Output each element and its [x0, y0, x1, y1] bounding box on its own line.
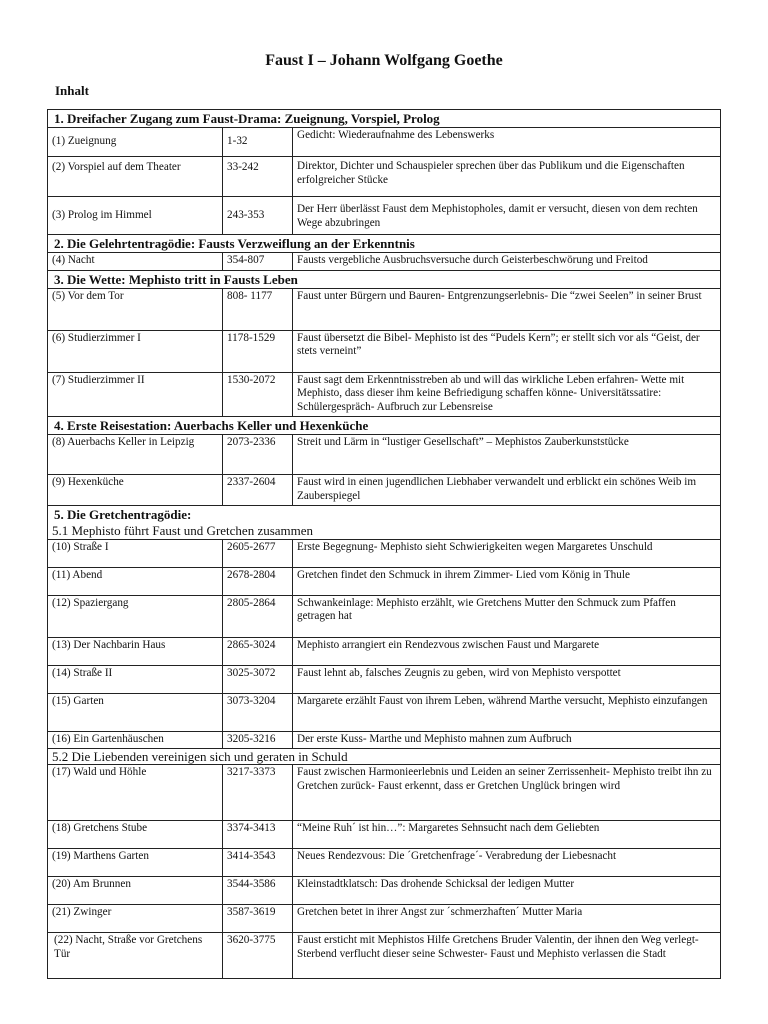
line-range: 3544-3586	[223, 877, 293, 905]
scene-description: Der Herr überlässt Faust dem Mephistopholes, damit er versucht, diesen von dem rechten Wege abzubringen	[293, 197, 721, 235]
scene-description: Gretchen findet den Schmuck in ihrem Zimmer- Lied vom König in Thule	[293, 567, 721, 595]
scene-name: (9) Hexenküche	[48, 475, 223, 506]
line-range: 2865-3024	[223, 637, 293, 665]
scene-description: Faust wird in einen jugendlichen Liebhaber verwandelt und erblickt ein schönes Weib im Zauberspiegel	[293, 475, 721, 506]
page-title: Faust I – Johann Wolfgang Goethe	[265, 52, 503, 69]
scene-name: (8) Auerbachs Keller in Leipzig	[48, 435, 223, 475]
section-heading: 4. Erste Reisestation: Auerbachs Keller und Hexenküche	[48, 417, 721, 435]
scene-name: (2) Vorspiel auf dem Theater	[48, 157, 223, 197]
scene-name: (17) Wald und Höhle	[48, 765, 223, 821]
scene-name: (7) Studierzimmer II	[48, 372, 223, 417]
scene-description: Faust lehnt ab, falsches Zeugnis zu geben, wird von Mephisto verspottet	[293, 665, 721, 693]
subtitle: Inhalt	[55, 83, 89, 98]
scene-name: (4) Nacht	[48, 253, 223, 271]
scene-description: Gretchen betet in ihrer Angst zur ´schmerzhaften´ Mutter Maria	[293, 905, 721, 933]
scene-name: (15) Garten	[48, 693, 223, 731]
scene-description: “Meine Ruh´ ist hin…”: Margaretes Sehnsucht nach dem Geliebten	[293, 821, 721, 849]
scene-name: (16) Ein Gartenhäuschen	[48, 731, 223, 749]
scene-name: (14) Straße II	[48, 665, 223, 693]
line-range: 3414-3543	[223, 849, 293, 877]
line-range: 3217-3373	[223, 765, 293, 821]
scene-name: (12) Spaziergang	[48, 595, 223, 637]
scene-name: (3) Prolog im Himmel	[48, 197, 223, 235]
scene-name: (21) Zwinger	[48, 905, 223, 933]
section-heading: 2. Die Gelehrtentragödie: Fausts Verzweiflung an der Erkenntnis	[48, 235, 721, 253]
scene-description: Faust übersetzt die Bibel- Mephisto ist des “Pudels Kern”; er stellt sich vor als “Geist, der stets verneint”	[293, 330, 721, 372]
scene-description: Schwankeinlage: Mephisto erzählt, wie Gretchens Mutter den Schmuck zum Pfaffen getragen hat	[293, 595, 721, 637]
line-range: 3374-3413	[223, 821, 293, 849]
scene-description: Erste Begegnung- Mephisto sieht Schwierigkeiten wegen Margaretes Unschuld	[293, 539, 721, 567]
scene-description: Direktor, Dichter und Schauspieler sprechen über das Publikum und die Eigenschaften erfolgreicher Stücke	[293, 157, 721, 197]
scene-name: (18) Gretchens Stube	[48, 821, 223, 849]
section-heading: 1. Dreifacher Zugang zum Faust-Drama: Zueignung, Vorspiel, Prolog	[48, 110, 721, 128]
scene-name: (20) Am Brunnen	[48, 877, 223, 905]
line-range: 808- 1177	[223, 288, 293, 330]
section-heading: 3. Die Wette: Mephisto tritt in Fausts Leben	[48, 270, 721, 288]
scene-name: (19) Marthens Garten	[48, 849, 223, 877]
line-range: 3205-3216	[223, 731, 293, 749]
line-range: 354-807	[223, 253, 293, 271]
subsection-heading: 5.2 Die Liebenden vereinigen sich und geraten in Schuld	[48, 749, 721, 765]
scene-description: Der erste Kuss- Marthe und Mephisto mahnen zum Aufbruch	[293, 731, 721, 749]
scene-description: Margarete erzählt Faust von ihrem Leben, während Marthe versucht, Mephisto einzufangen	[293, 693, 721, 731]
scene-description: Mephisto arrangiert ein Rendezvous zwischen Faust und Margarete	[293, 637, 721, 665]
scene-description: Faust unter Bürgern und Bauren- Entgrenzungserlebnis- Die “zwei Seelen” in seiner Brust	[293, 288, 721, 330]
scene-name: (6) Studierzimmer I	[48, 330, 223, 372]
scene-name: (1) Zueignung	[48, 128, 223, 157]
line-range: 243-353	[223, 197, 293, 235]
scene-description: Kleinstadtklatsch: Das drohende Schicksal der ledigen Mutter	[293, 877, 721, 905]
line-range: 2605-2677	[223, 539, 293, 567]
scene-name: (11) Abend	[48, 567, 223, 595]
scene-description: Faust ersticht mit Mephistos Hilfe Gretchens Bruder Valentin, der ihnen den Weg verlegt- Sterbend verflucht dieser seine Schwester- Faust und Mephisto verlassen die Stadt	[293, 933, 721, 979]
line-range: 3025-3072	[223, 665, 293, 693]
section-heading: 5. Die Gretchentragödie:	[48, 506, 721, 524]
scene-name: (22) Nacht, Straße vor Gretchens Tür	[48, 933, 223, 979]
scene-description: Neues Rendezvous: Die ´Gretchenfrage´- Verabredung der Liebesnacht	[293, 849, 721, 877]
scene-description: Streit und Lärm in “lustiger Gesellschaft” – Mephistos Zauberkunststücke	[293, 435, 721, 475]
line-range: 33-242	[223, 157, 293, 197]
line-range: 1530-2072	[223, 372, 293, 417]
line-range: 2073-2336	[223, 435, 293, 475]
line-range: 1-32	[223, 128, 293, 157]
scene-name: (5) Vor dem Tor	[48, 288, 223, 330]
scene-description: Fausts vergebliche Ausbruchsversuche durch Geisterbeschwörung und Freitod	[293, 253, 721, 271]
subsection-heading: 5.1 Mephisto führt Faust und Gretchen zusammen	[48, 523, 721, 539]
scene-description: Faust sagt dem Erkenntnisstreben ab und will das wirkliche Leben erfahren- Wette mit Mephisto, dass dieser ihm keine Befriedigung schaffen könne- Universitätssatire: Schülergespräch- Aufbruch zur Lebensreise	[293, 372, 721, 417]
line-range: 2337-2604	[223, 475, 293, 506]
line-range: 2678-2804	[223, 567, 293, 595]
scene-name: (13) Der Nachbarin Haus	[48, 637, 223, 665]
line-range: 2805-2864	[223, 595, 293, 637]
scene-name: (10) Straße I	[48, 539, 223, 567]
scene-description: Faust zwischen Harmonieerlebnis und Leiden an seiner Zerrissenheit- Mephisto treibt ihn zu Gretchen zurück- Faust erkennt, dass er Gretchen Unglück bringen wird	[293, 765, 721, 821]
line-range: 1178-1529	[223, 330, 293, 372]
line-range: 3587-3619	[223, 905, 293, 933]
line-range: 3620-3775	[223, 933, 293, 979]
contents-table	[47, 109, 721, 979]
line-range: 3073-3204	[223, 693, 293, 731]
scene-description: Gedicht: Wiederaufnahme des Lebenswerks	[293, 128, 721, 157]
